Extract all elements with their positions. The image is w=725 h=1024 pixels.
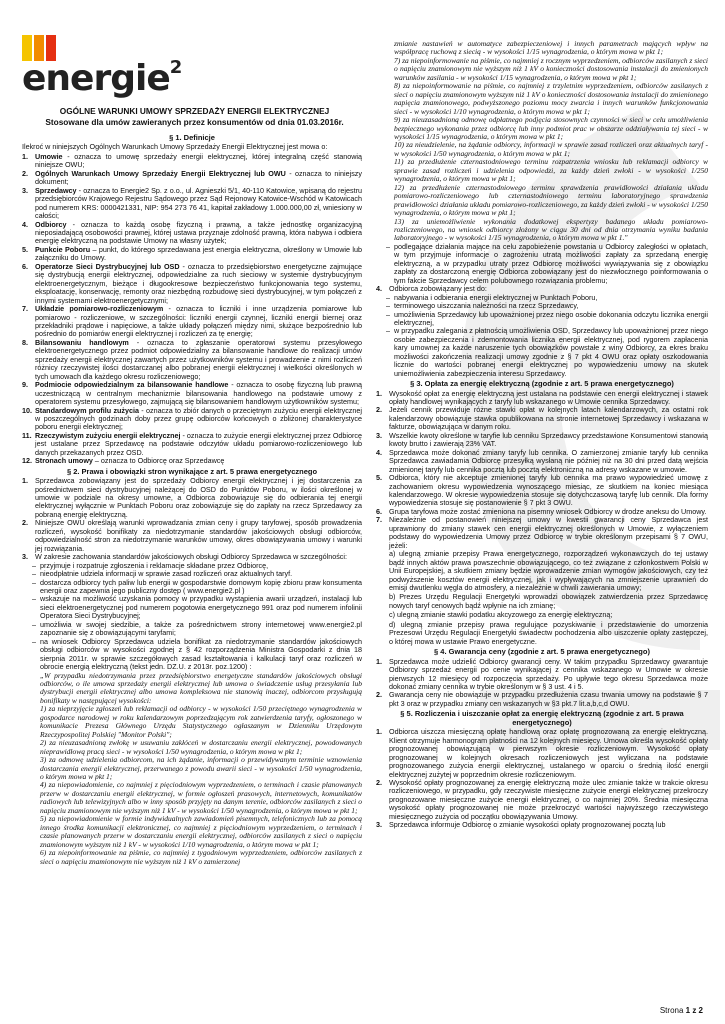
definition-term: Ogólnych Warunkach Umowy Sprzedaży Energii Elektrycznej lub OWU	[35, 168, 286, 178]
definition-body: - oznacza to zbiór danych o przeciętnym zużyciu energii elektrycznej w poszczególnych godzinach doby przez grupę odbiorców końcowych o zbliżonej charakterystyce poboru energii elektrycznej;	[35, 405, 362, 432]
item-text: Wszelkie kwoty określone w taryfie lub cenniku Sprzedawcy przedstawione Konsumentowi stanowią kwoty brutto i zawierają 23% VAT.	[389, 430, 708, 449]
bonus-item: 2) za nieuzasadnioną zwłokę w usuwaniu zakłóceń w dostarczaniu energii elektrycznej, powodowanych nieprawidłową pracą sieci - w wysokości 1/50 wynagrodzenia, o którym mowa w pkt 1;	[40, 738, 362, 756]
section-5-list	[376, 728, 708, 829]
list-item	[376, 728, 708, 779]
definition-body: - oznacza to przedsiębiorstwo energetyczne zajmujące się dystrybucją energii elektrycznej, odpowiedzialne za ruch sieciowy w systemie dystrybucyjnym elektroenergetycznym, bieżące i długookresowe bezpieczeństwo funkcjonowania tego systemu, eksploatację, konserwację, remonty oraz niezbędną rozbudowę sieci dystrybucyjnej, w tym połączeń z innymi systemami elektroenergetycznymi;	[35, 261, 362, 305]
definition-text	[35, 263, 362, 305]
item-text: Niniejsze OWU określają warunki wprowadzania zmian ceny i grupy taryfowej, sposób prowadzenia rozliczeń, wysokość bonifikaty za niedotrzymanie standardów jakościowych obsługi odbiorców, odpowiedzialność stron za niedotrzymanie warunków umowy, okres obowiązywania umowy i warunki jej rozwiązania.	[35, 518, 362, 553]
section-3-sublist	[389, 550, 708, 646]
item-number: 1.	[376, 656, 382, 666]
definition-text	[35, 457, 362, 465]
bonus-quote-list-cont	[394, 40, 708, 243]
definition-text	[35, 153, 362, 170]
definition-text	[35, 305, 362, 339]
definition-term: Standardowym profilu zużycia	[35, 405, 140, 415]
item-text: Sprzedawca zobowiązany jest do sprzedaży Odbiorcy energii elektrycznej i jej dostarczenia za pośrednictwem sieci dystrybucyjnej należącej do OSD do Punktów Poboru, w ilości określonej w umowie w podziale na okresy umowne, a Odbiorca zobowiązuje się do odbierania tej energii elektrycznej wyłącznie w Punktach Poboru oraz zobowiązuje się do zapłaty na rzecz Sprzedawcy za pobraną energię elektryczną.	[35, 476, 362, 519]
bonus-quote-list	[40, 705, 362, 866]
list-item: 4. Odbiorca zobowiązany jest do:	[376, 284, 487, 294]
bonus-item: 4) za niepowiadomienie, co najmniej z pięciodniowym wyprzedzeniem, o terminach i czasie planowanych przerw w dostarczaniu energii elektrycznej, w formie ogłoszeń prasowych, internetowych, komunikatów radiowych lub telewizyjnych albo w inny sposób przyjęty na danym terenie, odbiorców zasilanych z sieci o napięciu znamionowym nie wyższym niż 1 kV - w wysokości 1/50 wynagrodzenia, o którym mowa w pkt 1;	[40, 780, 362, 815]
section-2-list	[22, 477, 362, 562]
section-1-title: § 1. Definicje	[169, 133, 215, 142]
definition-body: - oznacza to zużycie energii elektrycznej przez Odbiorcę jest ustalane przez Sprzedawcę na podstawie odczytów układu pomiarowo-rozliczeniowego lub danych przekazanych przez OSD.	[35, 430, 362, 457]
definition-body: - oznacza to umowę sprzedaży energii elektrycznej, której integralną część stanowią niniejsze OWU;	[35, 151, 362, 170]
document-header	[22, 106, 367, 127]
definition-term: Układzie pomiarowo-rozliczeniowym	[35, 304, 164, 314]
dash-text: terminowego uiszczania należności na rzecz Sprzedawcy,	[394, 301, 579, 311]
definition-text	[35, 221, 362, 246]
dash-bullet: –	[386, 301, 390, 311]
dash-text: umożliwia w swojej siedzibie, a także za pośrednictwem strony internetowej www.energie2.pl zapoznanie się z obowiązującymi taryfami;	[40, 619, 362, 638]
bonus-item: 10) za nieudzielenie, na żądanie odbiorcy, informacji w sprawie zasad rozliczeń oraz aktualnych taryf - w wysokości 1/50 wynagrodzenia, o którym mowa w pkt 1;	[394, 140, 708, 158]
dash-item	[32, 595, 362, 620]
dash-text: nabywania i odbierania energii elektrycznej w Punktach Poboru,	[394, 292, 598, 302]
dash-item: – podlegające działania mające na celu zapobieżenie powstania u Odbiorcy zaległości w opłatach, w tym przyjmuje informacje o zagrożeniu utratą możliwości zapłaty za sprzedaną energię elektryczną, a w przypadku utraty przez Odbiorcę możliwości wywiązywania się z obowiązku zapłaty za dostarczoną energię Odbiorca zobowiązany jest do niezwłocznego poinformowania o tym fakcie Sprzedawcy celem polubownego rozwiązania problemu;	[386, 241, 708, 285]
footer-label: Strona	[659, 1006, 684, 1015]
page-footer	[660, 1006, 703, 1015]
item-text: Niezależnie od postanowień niniejszej umowy w kwestii gwarancji ceny Sprzedawca jest uprawniony do zmiany stawek cen energii elektrycznej określonych w Umowie, z wyłączeniem podstawy do wypowiedzenia Umowy przez Odbiorcę w trybie określonym przepisami § 7 OWU, jeżeli:	[389, 515, 708, 550]
section-4-title: § 4. Gwarancja ceny (zgodnie z art. 5 prawa energetycznego)	[434, 647, 650, 657]
dash-text: przyjmuje i rozpatruje zgłoszenia i reklamacje składane przez Odbiorcę,	[40, 560, 269, 570]
item-text: Sprzedawca może udzielić Odbiorcy gwarancji ceny. W takim przypadku Sprzedawcy gwarantuje Odbiorcy sprzedaż energii po cenie wynikającej z cennika wskazanego w Umowie w okresie pierwszych 12 miesięcy od rozpoczęcia sprzedaży. Po upływie tego okresu Sprzedawca może dokonać zmiany cennika w trybie określonym w § 3 ust. 4 i 5.	[389, 656, 708, 691]
definition-body: - oznacza to zgłaszanie operatorowi systemu przesyłowego elektroenergetycznego przez podmiot odpowiedzialny za bilansowanie handlowe do realizacji umów sprzedaży energii elektrycznej zawartych przez użytkowników systemu i prowadzenie z nimi rozliczeń różnicy rzeczywistej ilości dostarczanej albo pobranej energii elektrycznej i wielkości określonych w tych umowach dla każdego okresu rozliczeniowego;	[35, 337, 362, 381]
item-number: 1.	[376, 727, 382, 737]
bonus-item: 5) za niepowiadomienie w formie indywidualnych zawiadomień pisemnych, telefonicznych lub za pomocą innego środka komunikacji elektronicznej, co najmniej z pięciodniowym wyprzedzeniem, o terminach i czasie planowanych przerw w dostarczaniu energii elektrycznej, odbiorców zasilanych z sieci o napięciu znamionowym wyższym niż 1 kV - w wysokości 1/10 wynagrodzenia, o którym mowa w pkt 1;	[40, 814, 362, 849]
definition-text	[35, 381, 362, 406]
obligations-list	[376, 294, 708, 379]
definition-text	[35, 170, 362, 187]
item-number: 2.	[22, 518, 28, 528]
section-2-dash-list	[22, 562, 362, 672]
dash-bullet: –	[32, 636, 36, 646]
definition-item	[22, 339, 362, 381]
list-item	[376, 516, 708, 550]
list-item	[376, 406, 708, 431]
dash-item	[386, 311, 708, 328]
definition-item	[22, 246, 362, 263]
definition-body: - oznacza to osobę fizyczną lub prawną uczestniczącą w centralnym mechanizmie bilansowania handlowego na podstawie umowy z operatorem systemu przesyłowego, zajmującą się bilansowaniem handlowym użytkowników systemu;	[35, 380, 362, 407]
dash-bullet: –	[32, 577, 36, 587]
item-text: Odbiorca uiszcza miesięczną opłatę handlową oraz opłatę prognozowaną za energię elektryczną. Klient otrzymuje harmonogram płatności na 12 kolejnych miesięcy. Umowa określa wysokość opłaty prognozowanej obowiązującą w pierwszym okresie rozliczeniowym. Wysokość opłaty prognozowanej w kolejnych okresach rozliczeniowych jest wyliczana na podstawie prognozowanego zużycia energii elektrycznej, ustalanego w oparciu o średnią ilość energii elektrycznej zużytej w poprzednim okresie rozliczeniowym.	[389, 727, 708, 779]
dash-item	[32, 638, 362, 672]
dash-bullet: –	[386, 326, 390, 336]
item-number: 4.	[22, 219, 28, 229]
section-3-list	[376, 390, 708, 551]
item-number: 5.	[22, 244, 28, 254]
bonus-item: 6) za niepoinformowanie na piśmie, co najmniej z tygodniowym wyprzedzeniem, odbiorców zasilanych z sieci o napięciu znamionowym nie wyższym niż 1 kV o zamierzonej	[40, 848, 362, 866]
definition-item	[22, 432, 362, 457]
definition-item	[22, 263, 362, 305]
dash-item	[32, 621, 362, 638]
definition-term: Sprzedawcy	[35, 185, 77, 195]
list-item	[22, 477, 362, 519]
item-number: 2.	[376, 777, 382, 787]
item-number: 2.	[376, 405, 382, 415]
section-3-title: § 3. Opłata za energię elektryczną (zgodnie z art. 5 prawa energetycznego)	[410, 379, 674, 389]
definition-body: - oznacza to Energie2 Sp. z o.o., ul. Agnieszki 5/1, 40-110 Katowice, wpisaną do rejestru przedsiębiorców Krajowego Rejestru Sądowego przez Sąd Rejonowy Katowice-Wschód w Katowicach pod numerem KRS: 0000421331, NIP: 954 273 76 41, kapitał zakładowy 1.000.000,00 zł, wniesiony w całości;	[35, 185, 362, 221]
document-subtitle: Stosowane dla umów zawieranych przez konsumentów od dnia 01.03.2016r.	[45, 116, 344, 127]
dash-bullet: –	[386, 309, 390, 319]
definition-item	[22, 381, 362, 406]
definition-term: Bilansowaniu handlowym	[35, 337, 129, 347]
definition-term: Rzeczywistym zużyciu energii elektrycznej	[35, 430, 181, 440]
item-number: 5.	[376, 473, 382, 483]
definition-body: - oznacza to niniejszy dokument;	[35, 168, 362, 187]
bonus-item: 3) za odmowę udzielenia odbiorcom, na ich żądanie, informacji o przewidywanym terminie wznowienia dostarczania energii elektrycznej, przerwanego z powodu awarii sieci - w wysokości 1/50 wynagrodzenia, o którym mowa w pkt 1;	[40, 755, 362, 781]
item-text: Sprzedawca może dokonać zmiany taryfy lub cennika. O zamierzonej zmianie taryfy lub cennika Sprzedawca zawiadamia Odbiorcę przesyłką wysłaną nie później niż na 30 dni przed datą wejścia zmienionej taryfy lub cennika pocztą lub pocztą elektroniczną na adresy wskazane w umowie.	[389, 447, 708, 474]
item-number: 7.	[376, 515, 382, 525]
dash-text: nieodpłatnie udziela informacji w sprawie zasad rozliczeń oraz aktualnych taryf.	[40, 569, 293, 579]
list-item	[376, 779, 708, 821]
bonus-quote-intro: „W przypadku niedotrzymania przez przedsiębiorstwo energetyczne standardów jakościowych obsługi odbiorców, o ile umowa sprzedaży energii elektrycznej lub umowa o świadczenie usług przesyłania lub dystrybucji energii elektrycznej albo umowa kompleksowa nie stanowią inaczej, odbiorcom przysługują bonifikaty w następującej wysokości:	[40, 670, 362, 705]
list-item	[376, 691, 708, 708]
definition-item	[22, 305, 362, 339]
section-2-title: § 2. Prawa i obowiązki stron wynikające z art. 5 prawa energetycznego	[66, 466, 318, 476]
sub-item: c) ulegną zmianie stawki podatku akcyzowego za energię elektryczną;	[389, 610, 613, 620]
item-text: Wysokość opłaty prognozowanej za energię elektryczną może ulec zmianie także w trakcie okresu rozliczeniowego, w przypadku, gdy rzeczywiste miesięczne zużycie energii elektrycznej przekroczy prognozowane miesięczne zużycie energii elektrycznej, o co najmniej 20%. Średnia miesięczna wysokość opłaty prognozowanej nie może przekroczyć wartości najwyższego rzeczywistego miesięcznego zużycia od początku obowiązywania Umowy.	[389, 777, 708, 821]
left-column	[22, 132, 362, 866]
definition-item	[22, 170, 362, 187]
definition-text	[35, 432, 362, 457]
definition-item	[22, 457, 362, 465]
list-item	[376, 390, 708, 407]
item-text: Jeżeli cennik przewiduje różne stawki opłat w kolejnych latach kalendarzowych, za ostatni rok kalendarzowy obowiązuje stawka opublikowana na stronie internetowej Sprzedawcy i wskazana w fakturze, obowiązująca w danym roku.	[389, 405, 708, 432]
dash-bullet: –	[32, 569, 36, 579]
definition-term: Stronach umowy	[35, 456, 93, 466]
definition-body: - oznacza to każdą osobę fizyczną i prawną, a także jednostkę organizacyjną nieposiadającą osobowości prawnej, której ustawa przyznaje zdolność prawną, która nabywa i odbiera energię elektryczną na podstawie Umowy na własny użytek;	[35, 219, 362, 246]
definition-body: – oznacza to Odbiorcę oraz Sprzedawcę	[92, 456, 225, 466]
definition-body: - oznacza to liczniki i inne urządzenia pomiarowe lub pomiarowo - rozliczeniowe, w szczególności: liczniki energii czynnej, liczniki energii biernej oraz przekładniki prądowe i napięciowe, a także układy połączeń między nimi, służące bezpośrednio lub pośrednio do pomiarów energii elektrycznej i rozliczeń za tę energię;	[35, 304, 362, 339]
section-5-title: § 5. Rozliczenia i uiszczanie opłat za energię elektryczną (zgodnie z art. 5 prawa energetycznego)	[400, 709, 684, 727]
bonus-item: 9) za nieuzasadnioną odmowę odpłatnego podjęcia stosownych czynności w sieci w celu umożliwienia bezpiecznego wykonania przez odbiorcę lub inny podmiot prac w obszarze oddziaływania tej sieci - w wysokości 1/15 wynagrodzenia, o którym mowa w pkt 1;	[394, 115, 708, 141]
item-number: 2.	[376, 690, 382, 700]
item-text: Gwarancja ceny nie obowiązuje w przypadku przedłużenia czasu trwania umowy na podstawie § 7 pkt 3 oraz w przypadku zmiany cen wskazanych w §3 pkt.7 lit.a,b,c,d OWU.	[389, 690, 708, 708]
dash-item	[32, 579, 362, 596]
item-number: 3.	[22, 185, 28, 195]
list-item	[376, 432, 708, 449]
logo-wordmark: energie$^2$	[22, 57, 182, 99]
item-number: 7.	[22, 304, 28, 314]
document-title: OGÓLNE WARUNKI UMOWY SPRZEDAŻY ENERGII ELEKTRYCZNEJ	[59, 106, 330, 116]
item-number: 9.	[22, 380, 28, 390]
item-number: 2.	[22, 168, 28, 178]
dash-bullet: –	[32, 594, 36, 604]
definition-text	[35, 407, 362, 432]
definition-text	[35, 187, 362, 221]
dash-item	[386, 327, 708, 378]
definition-term: Umowie	[35, 151, 63, 161]
bonus-item: zmianie nastawień w automatyce zabezpieczeniowej i innych parametrach mających wpływ na współpracę ruchową z siecią - w wysokości 1/15 wynagrodzenia, o którym mowa w pkt 1;	[394, 39, 708, 57]
dash-bullet: –	[32, 560, 36, 570]
sub-item: b) Prezes Urzędu Regulacji Energetyki wprowadzi obowiązek zatwierdzenia przez Sprzedawcę nowych taryf cenowych bądź wpłynie na ich zmianę;	[389, 592, 708, 610]
sub-item: a) ulegną zmianie przepisy Prawa energetycznego, rozporządzeń wykonawczych do tej ustawy bądź innych aktów prawa powszechnie obowiązującego, co też związane z członkostwem Polski w Unii Europejskiej, a skutkiem zmiany będzie wprowadzenie zmian wymogów jakościowych, czy też podwyższenie kosztów energii elektrycznej, jak i wypływających na zmniejszenie uprawnień do emisji dwutlenku węgla do atmosfery, a niezależnie w chwili zawierania umowy;	[389, 549, 708, 592]
item-text: Grupa taryfowa może zostać zmieniona na pisemny wniosek Odbiorcy w drodze aneksu do Umowy.	[389, 506, 707, 516]
bonus-item: 11) za przedłużenie czternastodniowego terminu rozpatrzenia wniosku lub reklamacji odbiorcy w sprawie zasad rozliczeń i udzielenia odpowiedzi, za każdy dzień zwłoki - w wysokości 1/250 wynagrodzenia, o którym mowa w pkt 1;	[394, 157, 708, 184]
definition-term: Odbiorcy	[35, 219, 67, 229]
section-4-list	[376, 658, 708, 709]
bonus-item: 7) za niepoinformowanie na piśmie, co najmniej z rocznym wyprzedzeniem, odbiorców zasilanych z sieci o napięciu znamionowym nie wyższym niż 1 kV o konieczności dostosowania instalacji do zmienionych warunków zasilania - w wysokości 1/15 wynagrodzenia, o którym mowa w pkt 1;	[394, 55, 708, 82]
definition-text	[35, 246, 362, 263]
dash-bullet: –	[32, 619, 36, 629]
dash-text: wskazuje na możliwość uzyskania pomocy w przypadku wystąpienia awarii urządzeń, instalacji lub sieci elektroenergetycznej pod numerem pogotowia energetycznego 991 oraz pod numerem infolinii Operatora Sieci Dystrybucyjnej;	[40, 594, 362, 621]
item-number: 1.	[22, 476, 28, 486]
definition-item	[22, 407, 362, 432]
item-number: 10.	[22, 405, 32, 415]
definition-term: Operatorze Sieci Dystrybucyjnej lub OSD	[35, 261, 180, 271]
item-text: W zakresie zachowania standardów jakościowych obsługi Odbiorcy Sprzedawca w szczególności:	[35, 552, 347, 562]
dash-text: w przypadku zalegania z płatnością umożliwienia OSD, Sprzedawcy lub upoważnionej przez niego osobie zabezpieczenia i zdemontowania licznika energii elektrycznej, pod rygorem zapłacenia kary umownej za każde naruszenie tych obowiązków powstałe z winy Odbiorcy, za ekres braku możliwości zakończenia realizacji umowy zgodnie z § 7 pkt 4 OWU oraz opłaty oszkodowania licznie do wartości pobranej energii elektrycznej po wypowiedzeniu umowy na skutek uniemożliwienia zabezpieczenia interesu Sprzedawcy.	[394, 326, 708, 378]
dash-text: umożliwienia Sprzedawcy lub upoważnionej przez niego osobie dokonania odczytu licznika energii elektrycznej,	[394, 309, 708, 327]
definition-text	[35, 339, 362, 381]
definition-item	[22, 187, 362, 221]
item-number: 12.	[22, 456, 32, 466]
item-text: Sprzedawca informuje Odbiorcę o zmianie wysokości opłaty prognozowanej pocztą lub	[389, 820, 666, 830]
definition-term: Podmiocie odpowiedzialnym za bilansowanie handlowe	[35, 380, 229, 390]
list-item	[376, 449, 708, 474]
definition-body: – punkt, do którego sprzedawana jest energia elektryczna, określony w Umowie lub załączniku do Umowy.	[35, 244, 362, 263]
bonus-item: 1) za nieprzyjęcie zgłoszeń lub reklamacji od odbiorcy - w wysokości 1/50 przeciętnego wynagrodzenia w gospodarce narodowej w roku kalendarzowym poprzedzającym rok zatwierdzenia taryfy, ogłoszonego w komunikacie Prezesa Głównego Urzędu Statystycznego ogłaszanym w Dzienniku Urzędowym Rzeczypospolitej Polskiej "Monitor Polski";	[40, 704, 362, 739]
definition-item	[22, 221, 362, 246]
section-1-intro: Ilekroć w niniejszych Ogólnych Warunkach Umowy Sprzedaży Energii Elektrycznej jest mowa o:	[22, 142, 328, 152]
dash-bullet: –	[386, 292, 390, 302]
item-text: Odbiorca, który nie akceptuje zmienionej taryfy lub cennika ma prawo wypowiedzieć umowę z zachowaniem okresu wypowiedzenia wynoszącego miesiąc, ze skutkiem na koniec miesiąca kalendarzowego. W okresie wypowiedzenia stosuje się dotychczasową taryfę lub cennik. Dla formy wypowiedzenia stosuje się postanowienie § 7 pkt 3 OWU.	[389, 473, 708, 508]
item-number: 6.	[22, 261, 28, 271]
sub-item: d) ulegną zmianie przepisy prawa regulujące pozyskiwanie i przedstawienie do umorzenia Prezesowi Urzędu Regulacji Energetyki świadectw pochodzenia albo uiszczenie opłaty zastępczej, o której mowa w ustawie Prawo energetyczne.	[389, 619, 708, 646]
item-number: 3.	[376, 820, 382, 830]
energie2-logo	[22, 35, 192, 97]
item-number: 1.	[22, 151, 28, 161]
page-number: 1 z 2	[685, 1006, 703, 1015]
definition-item	[22, 153, 362, 170]
bonus-item: 8) za niepoinformowanie na piśmie, co najmniej z trzyletnim wyprzedzeniem, odbiorców zasilanych z sieci o napięciu znamionowym wyższym niż 1 kV o konieczności dostosowania instalacji do zmienionego napięcia znamionowego, podwyższonego poziomu mocy zwarcia i innych warunków funkcjonowania sieci - w wysokości 1/10 wynagrodzenia, o którym mowa w pkt 1;	[394, 81, 708, 116]
item-number: 1.	[376, 388, 382, 398]
bonus-item: 12) za przedłużenie czternastodniowego terminu sprawdzenia prawidłowości działania układu pomiarowo-rozliczeniowego lub czternastodniowego terminu laboratoryjnego sprawdzenia prawidłowości działania układu pomiarowo-rozliczeniowego, za każdy dzień zwłoki - w wysokości 1/250 wynagrodzenia, o którym mowa w pkt 1;	[394, 182, 708, 218]
list-item	[376, 658, 708, 692]
item-number: 4.	[376, 447, 382, 457]
list-item	[376, 821, 708, 829]
item-text: Wysokość opłat za energię elektryczną jest ustalana na podstawie cen energii elektrycznej i stawek opłaty handlowej wynikających z taryfy lub wskazanego w Umowie cennika Sprzedawcy.	[389, 388, 708, 407]
item-number: 3.	[376, 430, 382, 440]
item-number: 8.	[22, 337, 28, 347]
bonus-item: 13) za uniemożliwienie wykonania dodatkowej ekspertyzy badanego układu pomiarowo-rozliczeniowego, na wniosek odbiorcy złożony w ciągu 30 dni od dnia otrzymania wyniku badania laboratoryjnego - w wysokości 1/15 wynagrodzenia, o którym mowa w pkt 1."	[394, 216, 708, 243]
list-item	[376, 474, 708, 508]
item-number: 3.	[22, 552, 28, 562]
list-item	[22, 519, 362, 553]
definition-term: Punkcie Poboru	[35, 244, 91, 254]
item-number: 11.	[22, 430, 32, 440]
dash-text: na wniosek Odbiorcy Sprzedawca udziela bonifikat za niedotrzymanie standardów jakościowych obsługi odbiorców w wysokości zgodnej z § 42 rozporządzenia Ministra Gospodarki z dnia 18 sierpnia 2011r. w sprawie szczegółowych zasad kształtowania i kalkulacji taryf oraz rozliczeń w obrocie energią elektryczną (tekst jedn. DZ.U. z 2013r. poz.1200) :	[40, 636, 362, 672]
definitions-list	[22, 153, 362, 466]
right-column	[376, 40, 708, 830]
item-number: 6.	[376, 506, 382, 516]
dash-text: dostarcza odbiorcy tych paliw lub energii w gospodarstwie domowym kopię zbioru praw konsumenta energii oraz zapewnia jego publiczny dostęp ( www.energie2.pl )	[40, 577, 362, 596]
